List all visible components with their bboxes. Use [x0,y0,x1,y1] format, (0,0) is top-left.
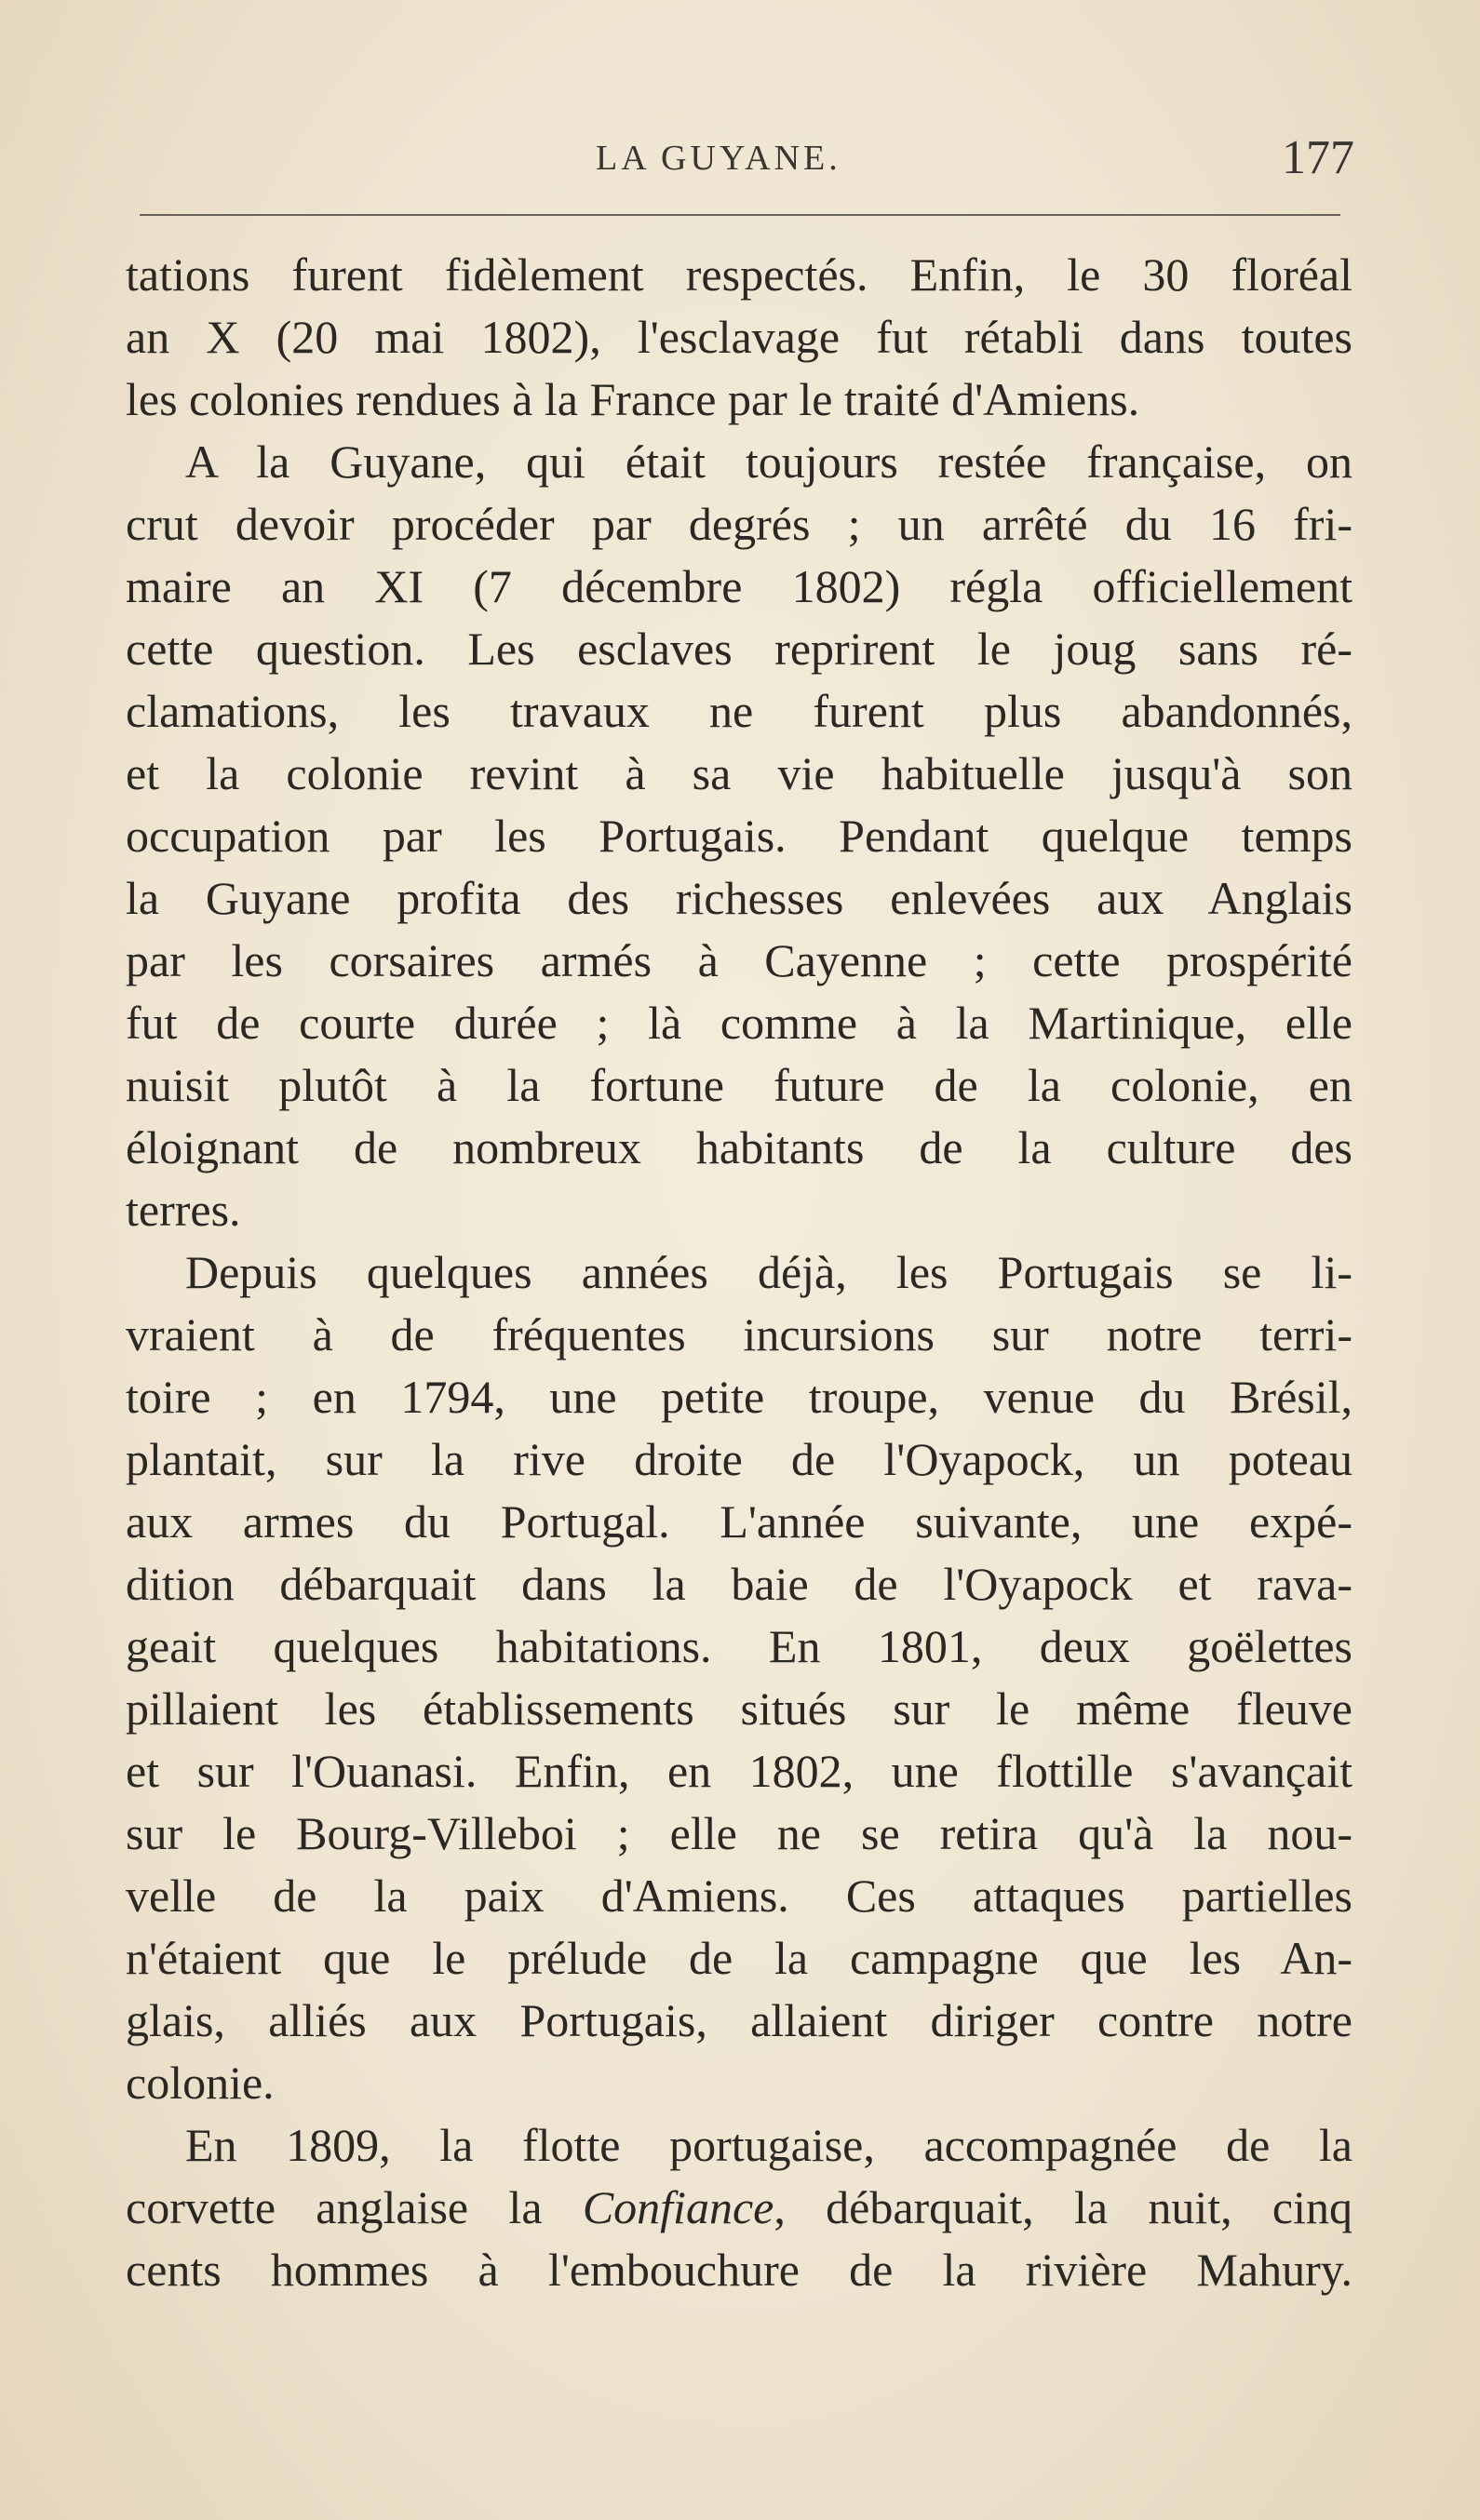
text-line: plantait, sur la rive droite de l'Oyapock, un poteau [126,1433,1352,1485]
text-line: nuisit plutôt à la fortune future de la colonie, en [126,1059,1352,1111]
page-number: 177 [1282,131,1354,184]
text-line: la Guyane profita des richesses enlevées aux Anglais [126,872,1352,924]
text-line: pillaient les établissements situés sur le même fleuve [126,1682,1352,1735]
text-line: cents hommes à l'embouchure de la rivière Mahury. [126,2244,1352,2296]
header-rule [140,214,1340,216]
text-line: maire an XI (7 décembre 1802) régla officiellement [126,560,1352,612]
text-line: n'étaient que le prélude de la campagne que les An- [126,1932,1352,1984]
text-line: A la Guyane, qui était toujours restée française, on [185,436,1352,488]
text-line: cette question. Les esclaves reprirent le joug sans ré- [126,623,1352,675]
page-header [126,131,1354,194]
text-segment: corvette anglaise la [126,2181,583,2233]
text-line: Depuis quelques années déjà, les Portugais se li- [185,1246,1352,1298]
text-line: clamations, les travaux ne furent plus abandonnés, [126,685,1352,737]
text-line: velle de la paix d'Amiens. Ces attaques partielles [126,1870,1352,1922]
text-line: par les corsaires armés à Cayenne ; cette prospérité [126,934,1352,986]
text-line: En 1809, la flotte portugaise, accompagnée de la [185,2119,1352,2171]
text-line-with-italic [126,2177,1352,2239]
text-line: an X (20 mai 1802), l'esclavage fut rétabli dans toutes [126,311,1352,363]
text-line: et sur l'Ouanasi. Enfin, en 1802, une flottille s'avançait [126,1745,1352,1797]
text-line: et la colonie revint à sa vie habituelle jusqu'à son [126,747,1352,799]
text-line: occupation par les Portugais. Pendant quelque temps [126,810,1352,862]
text-line: glais, alliés aux Portugais, allaient diriger contre notre [126,1994,1352,2046]
ship-name-italic: Confiance [582,2181,774,2233]
text-line: crut devoir procéder par degrés ; un arrêté du 16 fri- [126,498,1352,550]
text-line: tations furent fidèlement respectés. Enfin, le 30 floréal [126,248,1352,301]
text-line: dition débarquait dans la baie de l'Oyapock et rava- [126,1558,1352,1610]
text-segment: , débarquait, la nuit, cinq [774,2181,1352,2233]
body-text [126,244,1352,2301]
running-title: LA GUYANE. [596,139,841,178]
text-line: geait quelques habitations. En 1801, deux goëlettes [126,1620,1352,1672]
text-line: vraient à de fréquentes incursions sur notre terri- [126,1308,1352,1361]
text-line: les colonies rendues à la France par le traité d'Amiens. [126,373,1140,425]
text-line: toire ; en 1794, une petite troupe, venue du Brésil, [126,1371,1352,1423]
text-line: aux armes du Portugal. L'année suivante, une expé- [126,1495,1352,1548]
text-line: éloignant de nombreux habitants de la culture des [126,1121,1352,1173]
text-line: fut de courte durée ; là comme à la Martinique, elle [126,997,1352,1049]
text-line: colonie. [126,2057,275,2109]
text-line: sur le Bourg-Villeboi ; elle ne se retira qu'à la nou- [126,1807,1352,1859]
text-line: terres. [126,1184,241,1236]
